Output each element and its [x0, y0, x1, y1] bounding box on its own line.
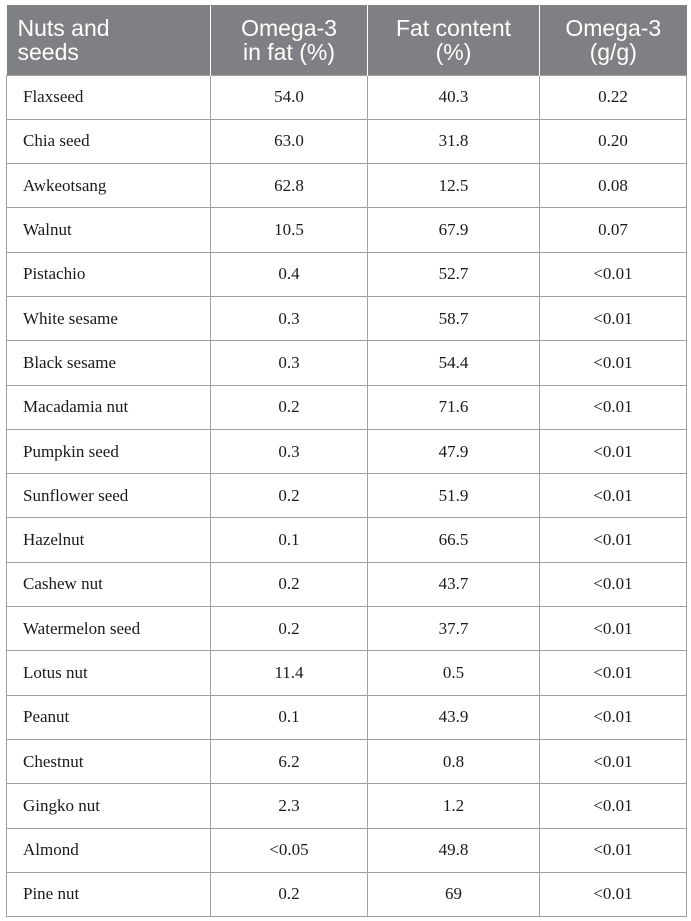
- cell-fat-content: 12.5: [368, 164, 540, 208]
- cell-name: Gingko nut: [7, 784, 211, 828]
- table-body: [7, 75, 687, 917]
- table-row: [7, 651, 687, 695]
- cell-name: Pumpkin seed: [7, 429, 211, 473]
- cell-omega3-in-fat: 0.1: [211, 518, 368, 562]
- cell-fat-content: 54.4: [368, 341, 540, 385]
- cell-omega3-g-per-g: <0.01: [540, 252, 687, 296]
- header-nuts-and-seeds: Nuts and seeds: [7, 5, 211, 75]
- cell-fat-content: 0.8: [368, 739, 540, 783]
- cell-omega3-in-fat: 0.2: [211, 607, 368, 651]
- cell-omega3-g-per-g: <0.01: [540, 341, 687, 385]
- cell-omega3-in-fat: 10.5: [211, 208, 368, 252]
- cell-omega3-in-fat: 11.4: [211, 651, 368, 695]
- table-row: [7, 119, 687, 163]
- cell-fat-content: 51.9: [368, 474, 540, 518]
- cell-omega3-in-fat: 0.2: [211, 562, 368, 606]
- cell-name: Walnut: [7, 208, 211, 252]
- cell-omega3-g-per-g: 0.07: [540, 208, 687, 252]
- omega3-table: [6, 5, 687, 917]
- header-omega3-in-fat: Omega-3 in fat (%): [211, 5, 368, 75]
- cell-fat-content: 43.7: [368, 562, 540, 606]
- table-row: [7, 296, 687, 340]
- cell-omega3-in-fat: 6.2: [211, 739, 368, 783]
- cell-name: Flaxseed: [7, 75, 211, 119]
- table-row: [7, 474, 687, 518]
- cell-omega3-in-fat: 0.3: [211, 341, 368, 385]
- cell-fat-content: 58.7: [368, 296, 540, 340]
- cell-name: Watermelon seed: [7, 607, 211, 651]
- cell-omega3-in-fat: 0.3: [211, 296, 368, 340]
- cell-omega3-in-fat: 2.3: [211, 784, 368, 828]
- table-row: [7, 385, 687, 429]
- cell-omega3-g-per-g: <0.01: [540, 296, 687, 340]
- cell-omega3-g-per-g: <0.01: [540, 784, 687, 828]
- cell-name: Cashew nut: [7, 562, 211, 606]
- table-row: [7, 208, 687, 252]
- cell-fat-content: 40.3: [368, 75, 540, 119]
- cell-omega3-g-per-g: <0.01: [540, 872, 687, 916]
- cell-omega3-g-per-g: <0.01: [540, 651, 687, 695]
- cell-name: White sesame: [7, 296, 211, 340]
- header-omega3-g-per-g: Omega-3 (g/g): [540, 5, 687, 75]
- cell-fat-content: 66.5: [368, 518, 540, 562]
- cell-fat-content: 43.9: [368, 695, 540, 739]
- cell-fat-content: 0.5: [368, 651, 540, 695]
- cell-fat-content: 37.7: [368, 607, 540, 651]
- cell-omega3-g-per-g: <0.01: [540, 828, 687, 872]
- cell-omega3-g-per-g: <0.01: [540, 739, 687, 783]
- cell-name: Macadamia nut: [7, 385, 211, 429]
- table-row: [7, 739, 687, 783]
- cell-name: Chia seed: [7, 119, 211, 163]
- cell-omega3-in-fat: <0.05: [211, 828, 368, 872]
- cell-omega3-g-per-g: <0.01: [540, 518, 687, 562]
- cell-omega3-g-per-g: <0.01: [540, 607, 687, 651]
- table-row: [7, 75, 687, 119]
- cell-fat-content: 31.8: [368, 119, 540, 163]
- cell-omega3-in-fat: 0.3: [211, 429, 368, 473]
- cell-omega3-in-fat: 0.4: [211, 252, 368, 296]
- cell-name: Lotus nut: [7, 651, 211, 695]
- cell-fat-content: 47.9: [368, 429, 540, 473]
- cell-omega3-g-per-g: 0.08: [540, 164, 687, 208]
- cell-omega3-g-per-g: <0.01: [540, 562, 687, 606]
- cell-name: Sunflower seed: [7, 474, 211, 518]
- table-row: [7, 518, 687, 562]
- cell-omega3-g-per-g: <0.01: [540, 385, 687, 429]
- table-row: [7, 695, 687, 739]
- table-row: [7, 429, 687, 473]
- table-row: [7, 784, 687, 828]
- cell-omega3-g-per-g: 0.20: [540, 119, 687, 163]
- omega3-table-container: [6, 5, 686, 917]
- table-row: [7, 252, 687, 296]
- cell-fat-content: 71.6: [368, 385, 540, 429]
- cell-name: Chestnut: [7, 739, 211, 783]
- cell-omega3-g-per-g: <0.01: [540, 695, 687, 739]
- cell-fat-content: 67.9: [368, 208, 540, 252]
- table-row: [7, 828, 687, 872]
- cell-name: Pine nut: [7, 872, 211, 916]
- table-row: [7, 562, 687, 606]
- table-row: [7, 872, 687, 916]
- cell-omega3-g-per-g: 0.22: [540, 75, 687, 119]
- table-row: [7, 607, 687, 651]
- cell-name: Almond: [7, 828, 211, 872]
- cell-name: Hazelnut: [7, 518, 211, 562]
- cell-name: Awkeotsang: [7, 164, 211, 208]
- header-fat-content: Fat content (%): [368, 5, 540, 75]
- cell-omega3-in-fat: 0.2: [211, 385, 368, 429]
- cell-fat-content: 52.7: [368, 252, 540, 296]
- cell-omega3-in-fat: 0.2: [211, 474, 368, 518]
- cell-omega3-g-per-g: <0.01: [540, 474, 687, 518]
- cell-omega3-in-fat: 63.0: [211, 119, 368, 163]
- cell-omega3-g-per-g: <0.01: [540, 429, 687, 473]
- cell-omega3-in-fat: 62.8: [211, 164, 368, 208]
- cell-fat-content: 1.2: [368, 784, 540, 828]
- header-row: [7, 5, 687, 75]
- cell-omega3-in-fat: 54.0: [211, 75, 368, 119]
- cell-omega3-in-fat: 0.1: [211, 695, 368, 739]
- cell-fat-content: 49.8: [368, 828, 540, 872]
- cell-omega3-in-fat: 0.2: [211, 872, 368, 916]
- table-row: [7, 164, 687, 208]
- cell-name: Black sesame: [7, 341, 211, 385]
- table-row: [7, 341, 687, 385]
- cell-name: Peanut: [7, 695, 211, 739]
- cell-fat-content: 69: [368, 872, 540, 916]
- cell-name: Pistachio: [7, 252, 211, 296]
